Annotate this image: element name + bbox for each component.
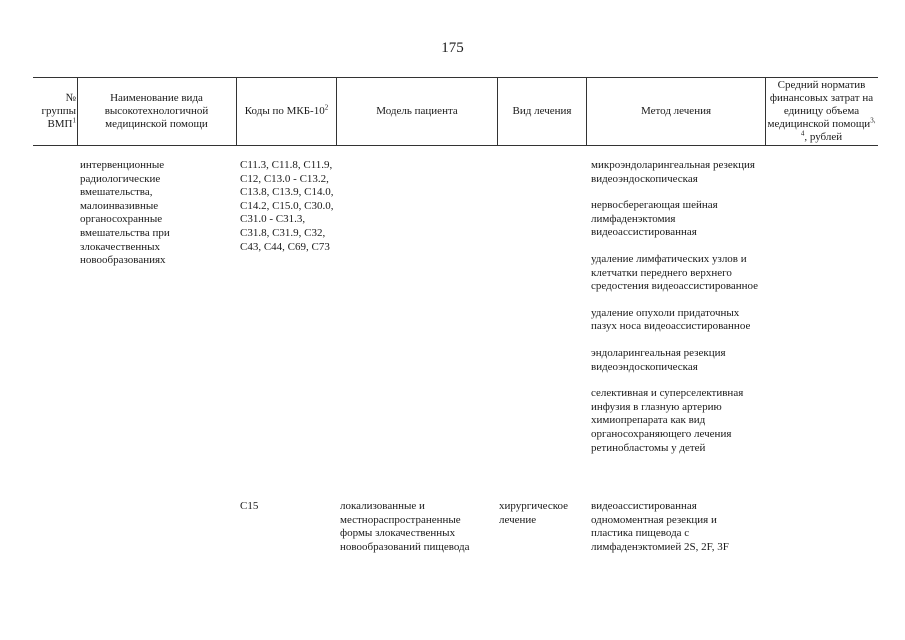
page-number: 175 bbox=[441, 40, 464, 56]
table-header-bottom-rule bbox=[33, 145, 878, 146]
header-group-number: № группы ВМП$^1$ bbox=[41, 91, 76, 130]
column-divider bbox=[77, 77, 78, 145]
column-divider bbox=[236, 77, 237, 145]
treatment-method-list bbox=[591, 159, 761, 468]
patient-model: локализованные и местнораспространенные формы злокачественных новообразований пищевода bbox=[340, 500, 470, 553]
header-average-cost: Средний норматив финансовых затрат на единицу объема медицинской помощи$^{3, 4}$, рублей bbox=[767, 78, 876, 143]
icd-codes: С15 bbox=[240, 500, 259, 512]
treatment-type: хирургическое лечение bbox=[499, 500, 569, 526]
column-divider bbox=[497, 77, 498, 145]
header-patient-model: Модель пациента bbox=[376, 104, 458, 117]
treatment-method: видеоассистированная одномоментная резекция и пластика пищевода с лимфаденэктомией 2S, 2F, 3F bbox=[591, 500, 729, 553]
header-care-type: Наименование вида высокотехнологичной медицинской помощи bbox=[104, 91, 209, 130]
treatment-method: селективная и суперселективная инфузия в глазную артерию химиопрепарата как вид органосохраняющего лечения ретинобластомы у детей bbox=[591, 387, 744, 454]
treatment-method: нервосберегающая шейная лимфаденэктомия видеоассистированная bbox=[591, 199, 718, 239]
column-divider bbox=[765, 77, 766, 145]
column-divider bbox=[586, 77, 587, 145]
header-treatment-method: Метод лечения bbox=[640, 104, 712, 117]
treatment-method: эндоларингеальная резекция видеоэндоскопическая bbox=[591, 346, 726, 373]
icd-codes: С11.3, С11.8, С11.9, С12, С13.0 - С13.2, С13.8, С13.9, С14.0, С14.2, С15.0, С30.0, С31.0 - С31.3, С31.8, С31.9, С32, С43, С44, С69, С73 bbox=[240, 159, 334, 253]
header-treatment-type: Вид лечения bbox=[512, 104, 572, 117]
treatment-method: микроэндоларингеальная резекция видеоэндоскопическая bbox=[591, 159, 755, 185]
column-divider bbox=[336, 77, 337, 145]
treatment-method: удаление лимфатических узлов и клетчатки переднего верхнего средостения видеоассистированное bbox=[591, 252, 759, 293]
treatment-method: удаление опухоли придаточных пазух носа видеоассистированное bbox=[591, 306, 751, 333]
header-icd-codes: Коды по МКБ-$10^2$ bbox=[244, 102, 329, 117]
care-type-name: интервенционные радиологические вмешательства, малоинвазивные органосохранные вмешательства при злокачественных новообразованиях bbox=[80, 159, 170, 267]
